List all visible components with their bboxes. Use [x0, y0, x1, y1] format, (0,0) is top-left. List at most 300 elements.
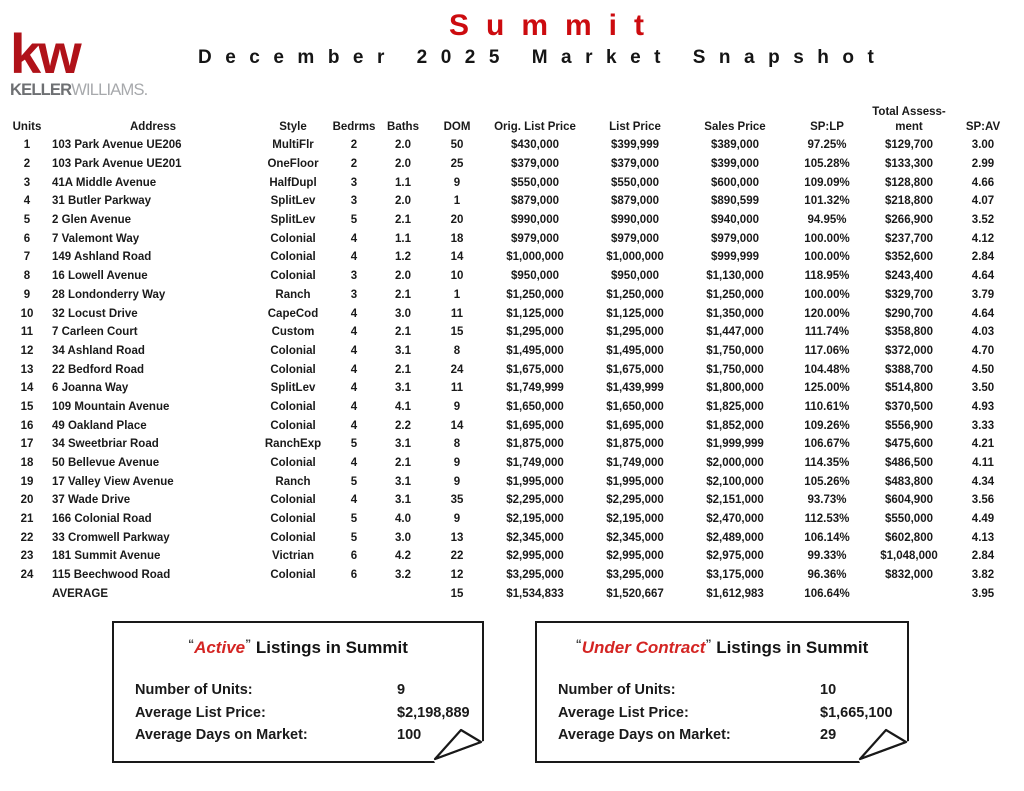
table-cell: $1,875,000 [606, 438, 664, 451]
table-row [4, 398, 1020, 417]
table-cell: 15 [450, 587, 464, 600]
table-cell: 1.1 [395, 176, 411, 189]
col-header-baths: Baths [387, 121, 419, 134]
table-row [4, 528, 1020, 547]
table-cell: 4 [350, 363, 358, 376]
table-cell: SplitLev [270, 382, 316, 395]
stat-label: Average Days on Market: [558, 727, 731, 743]
table-cell: 24 [450, 363, 464, 376]
table-cell: 2.0 [395, 270, 411, 283]
col-header-sp-lp: SP:LP [810, 121, 844, 134]
table-cell: $514,800 [885, 382, 933, 395]
table-cell: 3.33 [971, 419, 995, 432]
table-cell: 2.1 [395, 326, 411, 339]
table-cell: 20 [450, 214, 464, 227]
table-cell: $1,250,000 [706, 288, 764, 301]
williams-text: WILLIAMS. [71, 80, 148, 99]
table-cell: 2.0 [395, 158, 411, 171]
table-cell: 7 Carleen Court [52, 326, 138, 339]
table-cell: 2 Glen Avenue [52, 214, 132, 227]
table-cell: 109.09% [804, 176, 850, 189]
table-cell: $372,000 [885, 344, 933, 357]
table-row [4, 379, 1020, 398]
table-cell: $133,300 [885, 158, 933, 171]
table-cell: Colonial [270, 531, 316, 544]
table-cell: $483,800 [885, 475, 933, 488]
table-cell: Colonial [270, 569, 316, 582]
table-cell: 106.67% [804, 438, 850, 451]
table-header [4, 99, 1020, 136]
table-cell: 3.1 [395, 475, 411, 488]
table-cell: 32 Locust Drive [52, 307, 138, 320]
table-cell: 34 Sweetbriar Road [52, 438, 159, 451]
table-cell: 11 [450, 307, 464, 320]
table-cell: 25 [450, 158, 464, 171]
table-cell: 3.79 [971, 288, 995, 301]
table-cell: 5 [350, 513, 358, 526]
table-cell: $352,600 [885, 251, 933, 264]
table-cell: Colonial [270, 419, 316, 432]
table-cell: 103 Park Avenue UE206 [52, 139, 182, 152]
table-cell: 9 [453, 400, 461, 413]
table-cell: $556,900 [885, 419, 933, 432]
table-cell: 2.1 [395, 457, 411, 470]
table-cell: $2,345,000 [606, 531, 664, 544]
table-row [4, 286, 1020, 305]
under-contract-box-title-rest: Listings in Summit [716, 638, 869, 657]
table-row [4, 472, 1020, 491]
table-cell: $1,999,999 [706, 438, 764, 451]
table-cell: $3,175,000 [706, 569, 764, 582]
stat-value: 100 [397, 727, 422, 743]
average-row [4, 585, 1020, 604]
table-cell: $3,295,000 [506, 569, 564, 582]
table-cell: 28 Londonderry Way [52, 288, 166, 301]
table-cell: 2.1 [395, 288, 411, 301]
table-row [4, 192, 1020, 211]
table-cell: 18 [20, 457, 34, 470]
table-cell: 8 [453, 438, 461, 451]
table-cell: 4.1 [395, 400, 411, 413]
table-cell: $1,495,000 [606, 344, 664, 357]
table-cell: 117.06% [804, 344, 850, 357]
table-cell: 11 [20, 326, 34, 339]
table-cell: $1,000,000 [606, 251, 664, 264]
table-cell: 111.74% [804, 326, 850, 339]
table-cell: $990,000 [611, 214, 659, 227]
table-cell: 166 Colonial Road [52, 513, 152, 526]
table-cell: 16 [20, 419, 34, 432]
table-cell: 5 [23, 214, 31, 227]
table-cell: 15 [450, 326, 464, 339]
table-cell: 94.95% [807, 214, 847, 227]
table-cell: 2.0 [395, 195, 411, 208]
table-cell: $950,000 [511, 270, 559, 283]
table-cell: 105.28% [804, 158, 850, 171]
table-cell: $358,800 [885, 326, 933, 339]
table-cell: $389,000 [711, 139, 759, 152]
table-cell: Colonial [270, 270, 316, 283]
table-cell: 3 [23, 176, 31, 189]
table-cell: 37 Wade Drive [52, 494, 131, 507]
stat-row [558, 679, 907, 702]
table-row [4, 435, 1020, 454]
table-cell: $879,000 [511, 195, 559, 208]
table-cell: $990,000 [511, 214, 559, 227]
table-cell: $2,470,000 [706, 513, 764, 526]
table-cell: 181 Summit Avenue [52, 550, 161, 563]
table-cell: $430,000 [511, 139, 559, 152]
table-cell: SplitLev [270, 214, 316, 227]
table-cell: $1,520,667 [606, 587, 664, 600]
table-cell: $550,000 [611, 176, 659, 189]
table-cell: $1,695,000 [606, 419, 664, 432]
open-quote: “ [188, 637, 195, 651]
table-cell: 3.0 [395, 531, 411, 544]
table-cell: 16 Lowell Avenue [52, 270, 148, 283]
table-cell: $379,000 [611, 158, 659, 171]
stat-row [135, 679, 482, 702]
table-cell: 96.36% [807, 569, 847, 582]
table-cell: 14 [20, 382, 34, 395]
table-cell: $1,995,000 [506, 475, 564, 488]
table-cell: OneFloor [267, 158, 319, 171]
table-cell: $1,750,000 [706, 344, 764, 357]
table-cell: 9 [453, 176, 461, 189]
table-cell: $486,500 [885, 457, 933, 470]
table-cell: 35 [450, 494, 464, 507]
table-cell: 9 [23, 288, 31, 301]
table-cell: 4.49 [971, 513, 995, 526]
table-cell: $1,295,000 [606, 326, 664, 339]
table-cell: 109.26% [804, 419, 850, 432]
table-cell: $550,000 [885, 513, 933, 526]
table-cell: 50 [450, 139, 464, 152]
table-cell: $2,295,000 [506, 494, 564, 507]
page-fold-icon [430, 721, 484, 763]
col-header-address: Address [129, 121, 177, 134]
table-row [4, 229, 1020, 248]
table-cell: $550,000 [511, 176, 559, 189]
table-cell: $1,125,000 [606, 307, 664, 320]
table-cell: $237,700 [885, 232, 933, 245]
table-cell: Custom [271, 326, 315, 339]
table-cell: 4.12 [971, 232, 995, 245]
stat-label: Number of Units: [558, 682, 676, 698]
table-cell: $1,675,000 [606, 363, 664, 376]
table-cell: 6 [350, 550, 358, 563]
table-cell: 3 [350, 288, 358, 301]
kw-logo-mark: kw [10, 22, 79, 85]
table-cell: HalfDupl [269, 176, 317, 189]
table-cell: 1.1 [395, 232, 411, 245]
table-cell: $979,000 [711, 232, 759, 245]
table-cell: $1,875,000 [506, 438, 564, 451]
open-quote: “ [575, 637, 582, 651]
table-cell: 120.00% [804, 307, 850, 320]
table-cell: 4 [350, 251, 358, 264]
table-cell: $399,999 [611, 139, 659, 152]
table-cell: $1,612,983 [706, 587, 764, 600]
table-cell: $1,534,833 [506, 587, 564, 600]
table-cell: 4.93 [971, 400, 995, 413]
table-cell: 2 [350, 139, 358, 152]
table-cell: 2.1 [395, 363, 411, 376]
table-cell: 114.35% [804, 457, 850, 470]
col-header-total-assessment: Total Assess- ment [872, 105, 946, 134]
keller-williams-logo [10, 22, 148, 100]
stat-label: Average Days on Market: [135, 727, 308, 743]
table-cell: 149 Ashland Road [52, 251, 152, 264]
table-cell: 4 [350, 326, 358, 339]
table-row [4, 211, 1020, 230]
table-cell: 106.64% [804, 587, 850, 600]
table-cell: $2,995,000 [506, 550, 564, 563]
table-cell: 9 [453, 457, 461, 470]
col-header-sp-av: SP:AV [965, 121, 1001, 134]
table-cell: 4.21 [971, 438, 995, 451]
table-cell: 4 [350, 344, 358, 357]
table-cell: 8 [453, 344, 461, 357]
table-row [4, 510, 1020, 529]
table-cell: $940,000 [711, 214, 759, 227]
table-cell: Colonial [270, 363, 316, 376]
table-cell: 4 [350, 400, 358, 413]
table-cell: $1,650,000 [606, 400, 664, 413]
table-cell: $600,000 [711, 176, 759, 189]
table-cell: 1 [453, 288, 461, 301]
table-cell: 4.03 [971, 326, 995, 339]
table-cell: 6 [23, 232, 31, 245]
table-cell: $602,800 [885, 531, 933, 544]
table-row [4, 248, 1020, 267]
table-cell: 4.70 [971, 344, 995, 357]
stat-label: Average List Price: [558, 704, 689, 721]
under-contract-box-title [537, 638, 907, 658]
table-cell: 5 [350, 475, 358, 488]
table-cell: 1 [23, 139, 31, 152]
table-cell: 3.50 [971, 382, 995, 395]
table-cell: 24 [20, 569, 34, 582]
stat-value: 29 [820, 727, 837, 743]
table-cell: $879,000 [611, 195, 659, 208]
table-cell: 5 [350, 214, 358, 227]
table-cell: Ranch [275, 288, 311, 301]
stat-value: 9 [397, 682, 406, 698]
close-quote: ” [245, 637, 252, 651]
table-cell: $1,800,000 [706, 382, 764, 395]
table-cell: $1,749,000 [606, 457, 664, 470]
table-cell: 10 [20, 307, 34, 320]
table-cell: $128,800 [885, 176, 933, 189]
table-row [4, 360, 1020, 379]
table-row [4, 136, 1020, 155]
stat-label: Average List Price: [135, 704, 266, 721]
table-cell: $329,700 [885, 288, 933, 301]
table-cell: 4.11 [972, 457, 994, 470]
stat-value: $2,198,889 [397, 704, 470, 721]
table-body [4, 136, 1020, 603]
table-cell: 3 [350, 195, 358, 208]
table-row [4, 267, 1020, 286]
table-cell: 110.61% [804, 400, 850, 413]
table-cell: Ranch [275, 475, 311, 488]
under-contract-box-title-emphasis: Under Contract [581, 638, 706, 657]
table-cell: 100.00% [804, 288, 850, 301]
table-cell: 15 [20, 400, 34, 413]
table-cell: 6 [350, 569, 358, 582]
table-cell: AVERAGE [52, 587, 109, 600]
table-cell: $475,600 [885, 438, 933, 451]
table-cell: $1,995,000 [606, 475, 664, 488]
table-row [4, 416, 1020, 435]
table-cell: 4 [350, 382, 358, 395]
table-cell: $1,125,000 [506, 307, 564, 320]
table-cell: $1,130,000 [706, 270, 764, 283]
table-cell: $1,825,000 [706, 400, 764, 413]
table-cell: $2,151,000 [706, 494, 764, 507]
table-cell: 4 [350, 494, 358, 507]
table-cell: Colonial [270, 513, 316, 526]
table-cell: $2,195,000 [506, 513, 564, 526]
table-cell: SplitLev [270, 195, 316, 208]
table-cell: 2.2 [395, 419, 411, 432]
table-cell: $890,599 [711, 195, 759, 208]
col-header-units: Units [12, 121, 42, 134]
table-cell: 125.00% [804, 382, 850, 395]
table-cell: 10 [450, 270, 464, 283]
table-cell: $2,345,000 [506, 531, 564, 544]
table-cell: $379,000 [511, 158, 559, 171]
table-cell: 99.33% [807, 550, 847, 563]
table-cell: 12 [450, 569, 464, 582]
table-cell: $399,000 [711, 158, 759, 171]
table-cell: 2.99 [971, 158, 995, 171]
table-cell: $129,700 [885, 139, 933, 152]
table-cell: 34 Ashland Road [52, 344, 145, 357]
table-cell: 9 [453, 513, 461, 526]
table-cell: 7 Valemont Way [52, 232, 140, 245]
table-cell: $1,749,999 [506, 382, 564, 395]
table-cell: 4.13 [971, 531, 995, 544]
table-cell: 14 [450, 251, 464, 264]
table-row [4, 454, 1020, 473]
table-cell: Colonial [270, 232, 316, 245]
keller-williams-wordmark [10, 81, 147, 100]
close-quote: ” [705, 637, 712, 651]
table-cell: 105.26% [804, 475, 850, 488]
table-cell: $604,900 [885, 494, 933, 507]
table-cell: 4.64 [971, 307, 995, 320]
page-fold-icon [855, 721, 909, 763]
stat-value: 10 [820, 682, 837, 698]
table-cell: $3,295,000 [606, 569, 664, 582]
table-cell: 2.0 [395, 139, 411, 152]
table-cell: RanchExp [264, 438, 322, 451]
table-cell: 100.00% [804, 251, 850, 264]
table-cell: 19 [20, 475, 34, 488]
table-cell: $979,000 [611, 232, 659, 245]
table-cell: $218,800 [885, 195, 933, 208]
table-cell: $1,250,000 [506, 288, 564, 301]
table-cell: 115 Beechwood Road [52, 569, 171, 582]
table-cell: 17 Valley View Avenue [52, 475, 174, 488]
table-cell: $1,852,000 [706, 419, 764, 432]
table-cell: $1,439,999 [606, 382, 664, 395]
table-cell: Colonial [270, 494, 316, 507]
table-cell: 4 [23, 195, 31, 208]
stat-label: Number of Units: [135, 682, 253, 698]
table-cell: 13 [450, 531, 464, 544]
table-cell: 22 [20, 531, 34, 544]
table-cell: 2.84 [971, 550, 995, 563]
table-cell: $388,700 [885, 363, 933, 376]
table-row [4, 566, 1020, 585]
under-contract-listings-box [535, 621, 909, 763]
table-cell: $370,500 [885, 400, 933, 413]
table-cell: 3.95 [971, 587, 995, 600]
table-cell: 104.48% [804, 363, 850, 376]
table-cell: $2,100,000 [706, 475, 764, 488]
table-cell: 11 [450, 382, 464, 395]
table-cell: MultiFlr [272, 139, 314, 152]
table-cell: $1,447,000 [706, 326, 764, 339]
table-cell: 112.53% [804, 513, 850, 526]
table-cell: Colonial [270, 251, 316, 264]
table-cell: 1.2 [395, 251, 411, 264]
table-cell: 3.56 [971, 494, 995, 507]
table-cell: $1,750,000 [706, 363, 764, 376]
table-cell: 22 [450, 550, 464, 563]
table-row [4, 323, 1020, 342]
table-cell: $1,295,000 [506, 326, 564, 339]
col-header-list-price: List Price [609, 121, 661, 134]
table-cell: 17 [20, 438, 34, 451]
table-cell: $243,400 [885, 270, 933, 283]
table-cell: $2,975,000 [706, 550, 764, 563]
page-title: Summit [449, 9, 662, 42]
table-cell: Victrian [272, 550, 314, 563]
table-cell: 3 [350, 176, 358, 189]
table-cell: 9 [453, 475, 461, 488]
table-cell: 3 [350, 270, 358, 283]
table-cell: 3.1 [395, 344, 411, 357]
active-listings-box [112, 621, 484, 763]
table-cell: 41A Middle Avenue [52, 176, 157, 189]
table-cell: 1 [453, 195, 461, 208]
table-cell: 2.84 [971, 251, 995, 264]
table-cell: $266,900 [885, 214, 933, 227]
table-cell: 4 [350, 457, 358, 470]
col-header-sales-price: Sales Price [704, 121, 766, 134]
table-cell: Colonial [270, 457, 316, 470]
table-cell: $1,675,000 [506, 363, 564, 376]
table-row [4, 342, 1020, 361]
col-header-dom: DOM [443, 121, 471, 134]
table-cell: 22 Bedford Road [52, 363, 145, 376]
table-cell: 4.0 [395, 513, 411, 526]
table-cell: 8 [23, 270, 31, 283]
table-cell: $832,000 [885, 569, 933, 582]
table-cell: $1,048,000 [880, 550, 938, 563]
table-cell: 23 [20, 550, 34, 563]
table-cell: 4.64 [971, 270, 995, 283]
table-cell: 4 [350, 307, 358, 320]
table-cell: $950,000 [611, 270, 659, 283]
table-row [4, 491, 1020, 510]
table-cell: 3.2 [395, 569, 411, 582]
table-cell: 3.0 [395, 307, 411, 320]
